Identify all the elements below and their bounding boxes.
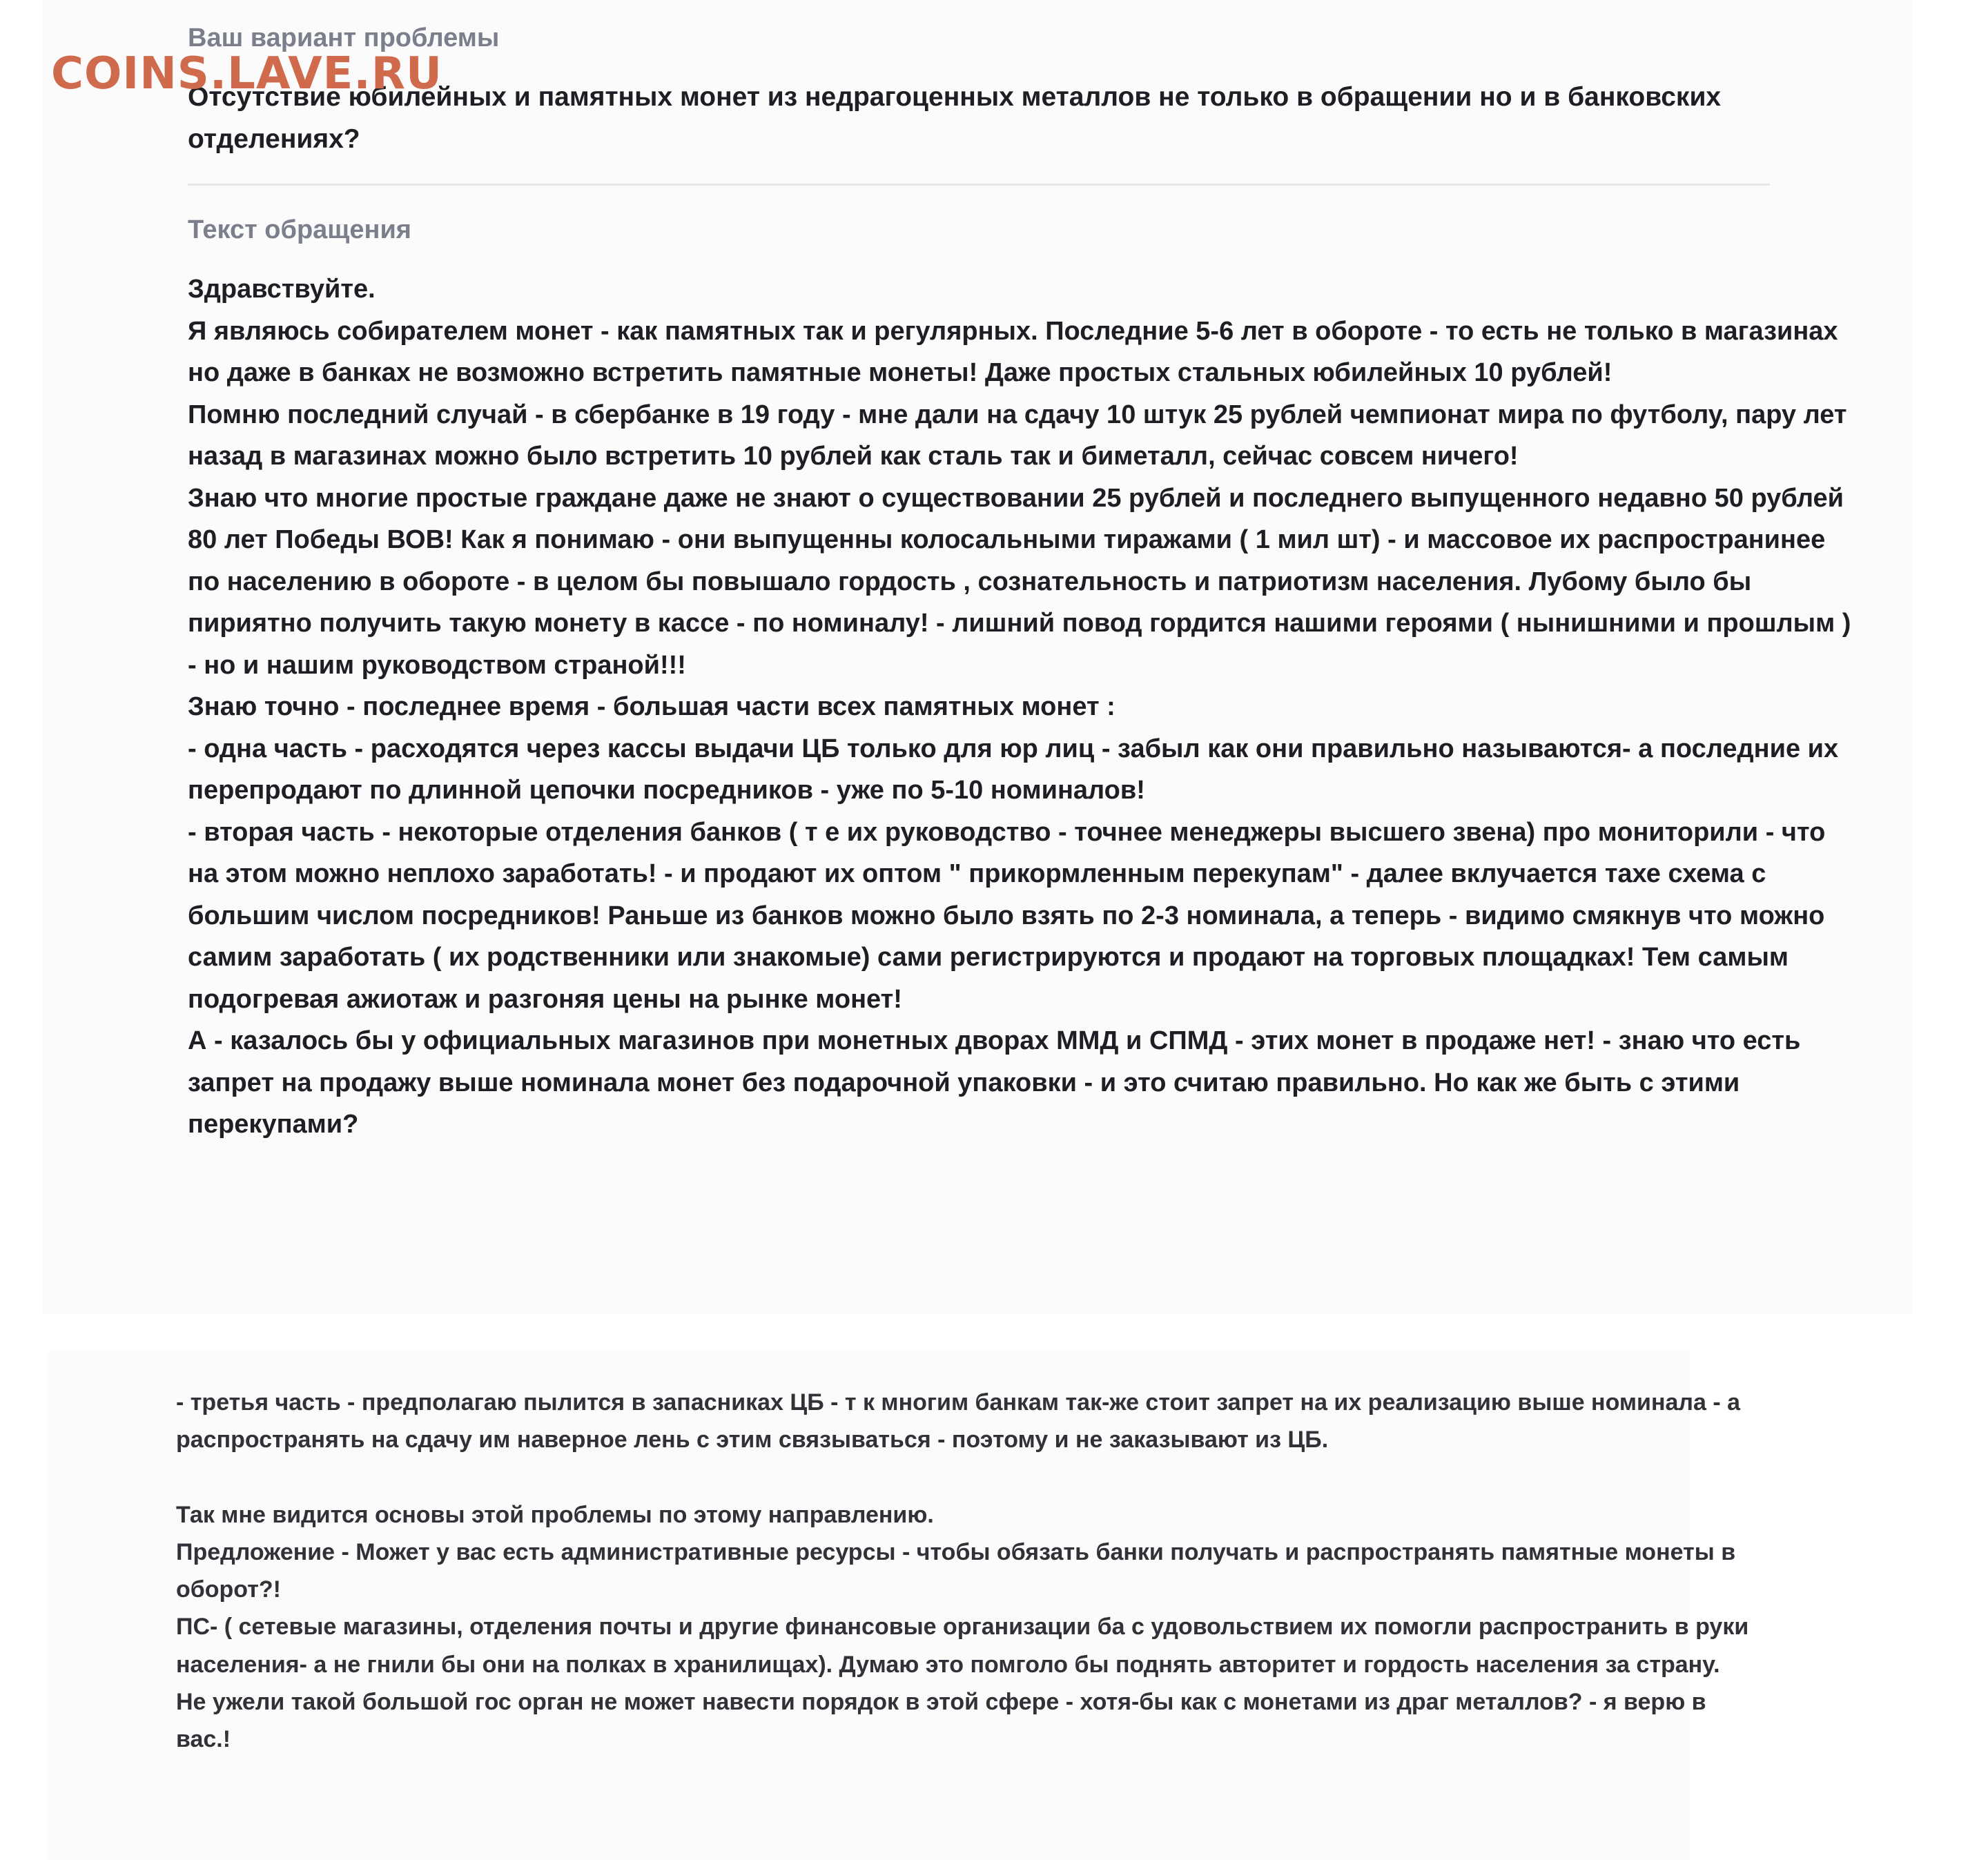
appeal-paragraph: Знаю что многие простые граждане даже не знают о существовании 25 рублей и последнего выпущенного недавно 50 рублей 80 лет Победы ВОВ! Как я понимаю - они выпущенны колосальными тиражами ( 1 мил шт) - и массовое их распространинее по населению в обороте - в целом бы повышало гордость , сознательность и патриотизм населения. Лубому было бы пириятно получить такую монету в кассе - по номиналу! - лишний повод гордится нашими героями ( нынишними и прошлым ) - но и нашим руководством страной!!! (188, 483, 1851, 680)
appeal-paragraph: Помню последний случай - в сбербанке в 19 году - мне дали на сдачу 10 штук 25 рублей чемпионат мира по футболу, пару лет назад в магазинах можно было встретить 10 рублей как сталь так и биметалл, сейчас совсем ничего! (188, 400, 1847, 471)
continuation-paragraph: ПС- ( сетевые магазины, отделения почты и другие финансовые организации ба с удовольствием их помогли распространить в руки населения- а не гнили бы они на полках в хранилищах). Думаю это помголо бы поднять авторитет и гордость населения за страну. (176, 1614, 1749, 1678)
appeal-paragraph: - вторая часть - некоторые отделения банков ( т е их руководство - точнее менеджеры высшего звена) про мониторили - что на этом можно неплохо заработать! - и продают их оптом " прикормленным перекупам" - далее вклучается тахе схема с большим числом посредников! Раньше из банков можно было взять по 2-3 номинала, а теперь - видимо смякнув что можно самим заработать ( их родственники или знакомые) сами регистрируются и продают на торговых площадках! Тем самым подогревая ажиотаж и разгоняя цены на рынке монет! (188, 817, 1826, 1014)
problem-label: Ваш вариант проблемы (188, 23, 500, 52)
watermark: COINS.LAVE.RU (51, 48, 442, 99)
appeal-label: Текст обращения (188, 215, 411, 244)
continuation-paragraph: - третья часть - предполагаю пылится в запасниках ЦБ - т к многим банкам так-же стоит запрет на их реализацию выше номинала - а распространять на сдачу им наверное лень с этим связываться - поэтому и не заказывают из ЦБ. (176, 1389, 1741, 1453)
continuation-paragraph: Предложение - Может у вас есть административные ресурсы - чтобы обязать банки получать и распространять памятные монеты в оборот?! (176, 1538, 1736, 1603)
appeal-text (188, 268, 1858, 1146)
divider (188, 184, 1770, 186)
continuation-text (176, 1384, 1764, 1759)
appeal-paragraph: Я являюсь собирателем монет - как памятных так и регулярных. Последние 5-6 лет в обороте - то есть не только в магазинах но даже в банках не возможно встретить памятные монеты! Даже простых стальных юбилейных 10 рублей! (188, 316, 1838, 387)
appeal-paragraph: Знаю точно - последнее время - большая части всех памятных монет : (188, 692, 1115, 721)
continuation-paragraph: Не ужели такой большой гос орган не может навести порядок в этой сфере - хотя-бы как с монетами из драг металлов? - я верю в вас.! (176, 1689, 1706, 1753)
appeal-paragraph: Здравствуйте. (188, 275, 376, 304)
problem-text: Отсутствие юбилейных и памятных монет из недрагоценных металлов не только в обращении но и в банковских отделениях? (188, 82, 1722, 154)
continuation-paragraph: Так мне видится основы этой проблемы по этому направлению. (176, 1501, 934, 1528)
appeal-paragraph: А - казалось бы у официальных магазинов при монетных дворах ММД и СПМД - этих монет в продаже нет! - знаю что есть запрет на продажу выше номинала монет без подарочной упаковки - и это считаю правильно. Но как же быть с этими перекупами? (188, 1026, 1801, 1139)
appeal-paragraph: - одна часть - расходятся через кассы выдачи ЦБ только для юр лиц - забыл как они правильно называются- а последние их перепродают по длинной цепочки посредников - уже по 5-10 номиналов! (188, 734, 1839, 805)
